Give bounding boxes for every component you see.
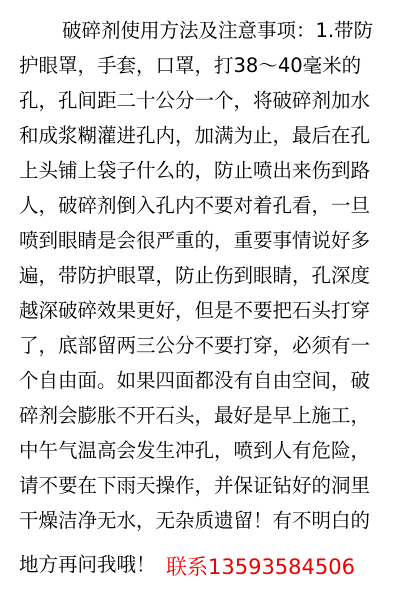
text-line-16: 地方再问我哦！ [19, 553, 156, 576]
text-line-1: 破碎剂使用方法及注意事项：1.带防 [62, 19, 374, 42]
text-line-7: 喷到眼睛是会很严重的，重要事情说好多 [19, 229, 371, 252]
text-line-3: 孔，孔间距二十公分一个，将破碎剂加水 [19, 89, 371, 112]
text-line-6: 人，破碎剂倒入孔内不要对着孔看，一旦 [19, 194, 371, 217]
text-line-10: 了，底部留两三公分不要打穿，必须有一 [19, 334, 371, 357]
text-line-4: 和成浆糊灌进孔内，加满为止，最后在孔 [19, 124, 371, 147]
contact-phone: 联系13593584506 [166, 555, 355, 579]
text-line-15: 干燥洁净无水，无杂质遗留！有不明白的 [19, 509, 371, 532]
text-line-9: 越深破碎效果更好，但是不要把石头打穿 [19, 299, 371, 322]
text-line-14: 请不要在下雨天操作，并保证钻好的洞里 [19, 474, 371, 497]
text-line-2: 护眼罩，手套，口罩，打38～40毫米的 [19, 54, 362, 77]
text-line-13: 中午气温高会发生冲孔，喷到人有危险， [19, 439, 371, 462]
text-line-8: 遍，带防护眼罩，防止伤到眼睛，孔深度 [19, 264, 371, 287]
text-line-12: 碎剂会膨胀不开石头，最好是早上施工， [19, 404, 371, 427]
text-line-5: 上头铺上袋子什么的，防止喷出来伤到路 [19, 159, 371, 182]
text-line-11: 个自由面。如果四面都没有自由空间，破 [19, 369, 371, 392]
